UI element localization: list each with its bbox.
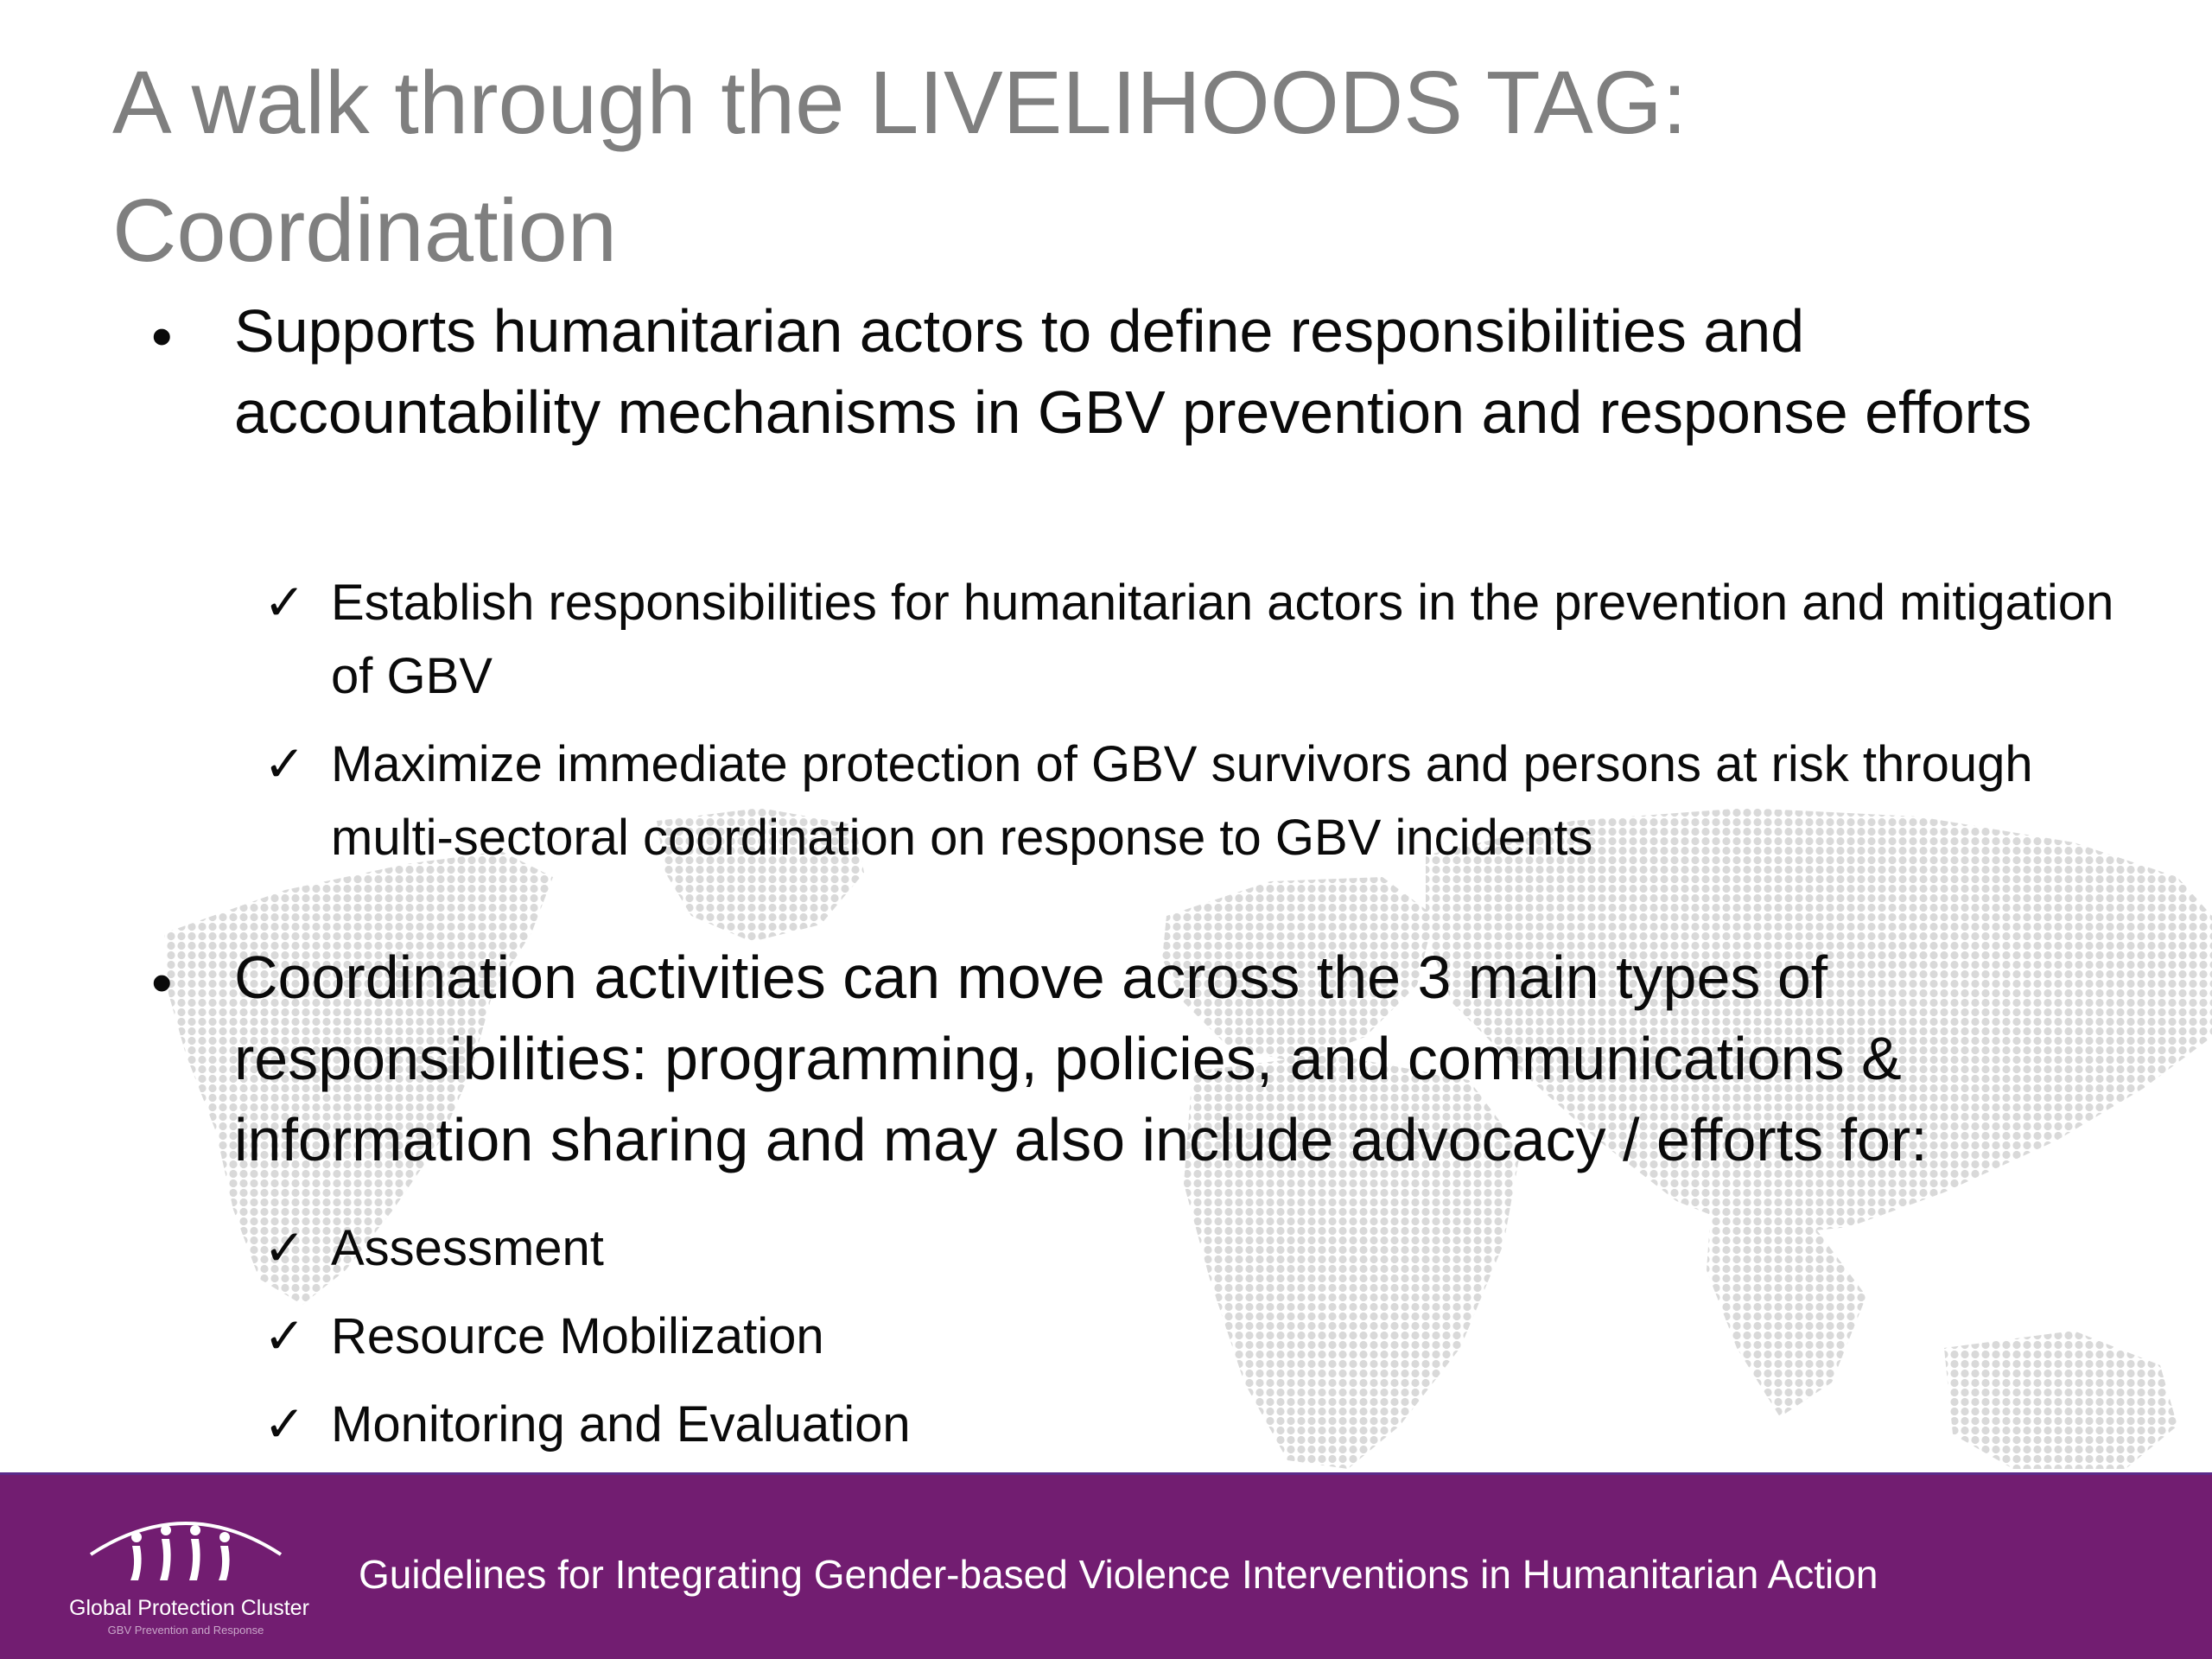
bullet-text-1: Supports humanitarian actors to define responsibilities and accountability mechanisms in GBV prevention and response efforts (234, 297, 2032, 446)
footer-bar (0, 1472, 2212, 1659)
bullet-marker: • (151, 949, 173, 1016)
subitem-text: Establish responsibilities for humanitarian actors in the prevention and mitigation of GBV (331, 575, 2114, 704)
checkmark-icon: ✓ (264, 1308, 306, 1364)
logo-subtitle: GBV Prevention and Response (107, 1624, 264, 1637)
subitem-text: Maximize immediate protection of GBV survivors and persons at risk through multi-sectoral coordination on response to GBV incidents (331, 736, 2033, 866)
people-arch-icon (69, 1501, 302, 1596)
subitem-text: Resource Mobilization (331, 1308, 824, 1364)
subitem-text: Assessment (331, 1220, 604, 1276)
slide-title: A walk through the LIVELIHOODS TAG: Coordination (112, 53, 1688, 280)
bullet-marker: • (151, 302, 173, 370)
checkmark-icon: ✓ (264, 1396, 306, 1452)
checkmark-icon: ✓ (264, 575, 306, 631)
footer-text: Guidelines for Integrating Gender-based Violence Interventions in Humanitarian Action (359, 1552, 1878, 1597)
checkmark-icon: ✓ (264, 1220, 306, 1276)
bullet-text-2: Coordination activities can move across the 3 main types of responsibilities: programming, policies, and communications & information sharing and may also include advocacy / efforts for: (234, 944, 1928, 1173)
logo-name: Global Protection Cluster (69, 1596, 309, 1620)
subitem-text: Monitoring and Evaluation (331, 1396, 911, 1452)
checkmark-icon: ✓ (264, 736, 306, 792)
global-protection-cluster-logo (69, 1501, 309, 1648)
